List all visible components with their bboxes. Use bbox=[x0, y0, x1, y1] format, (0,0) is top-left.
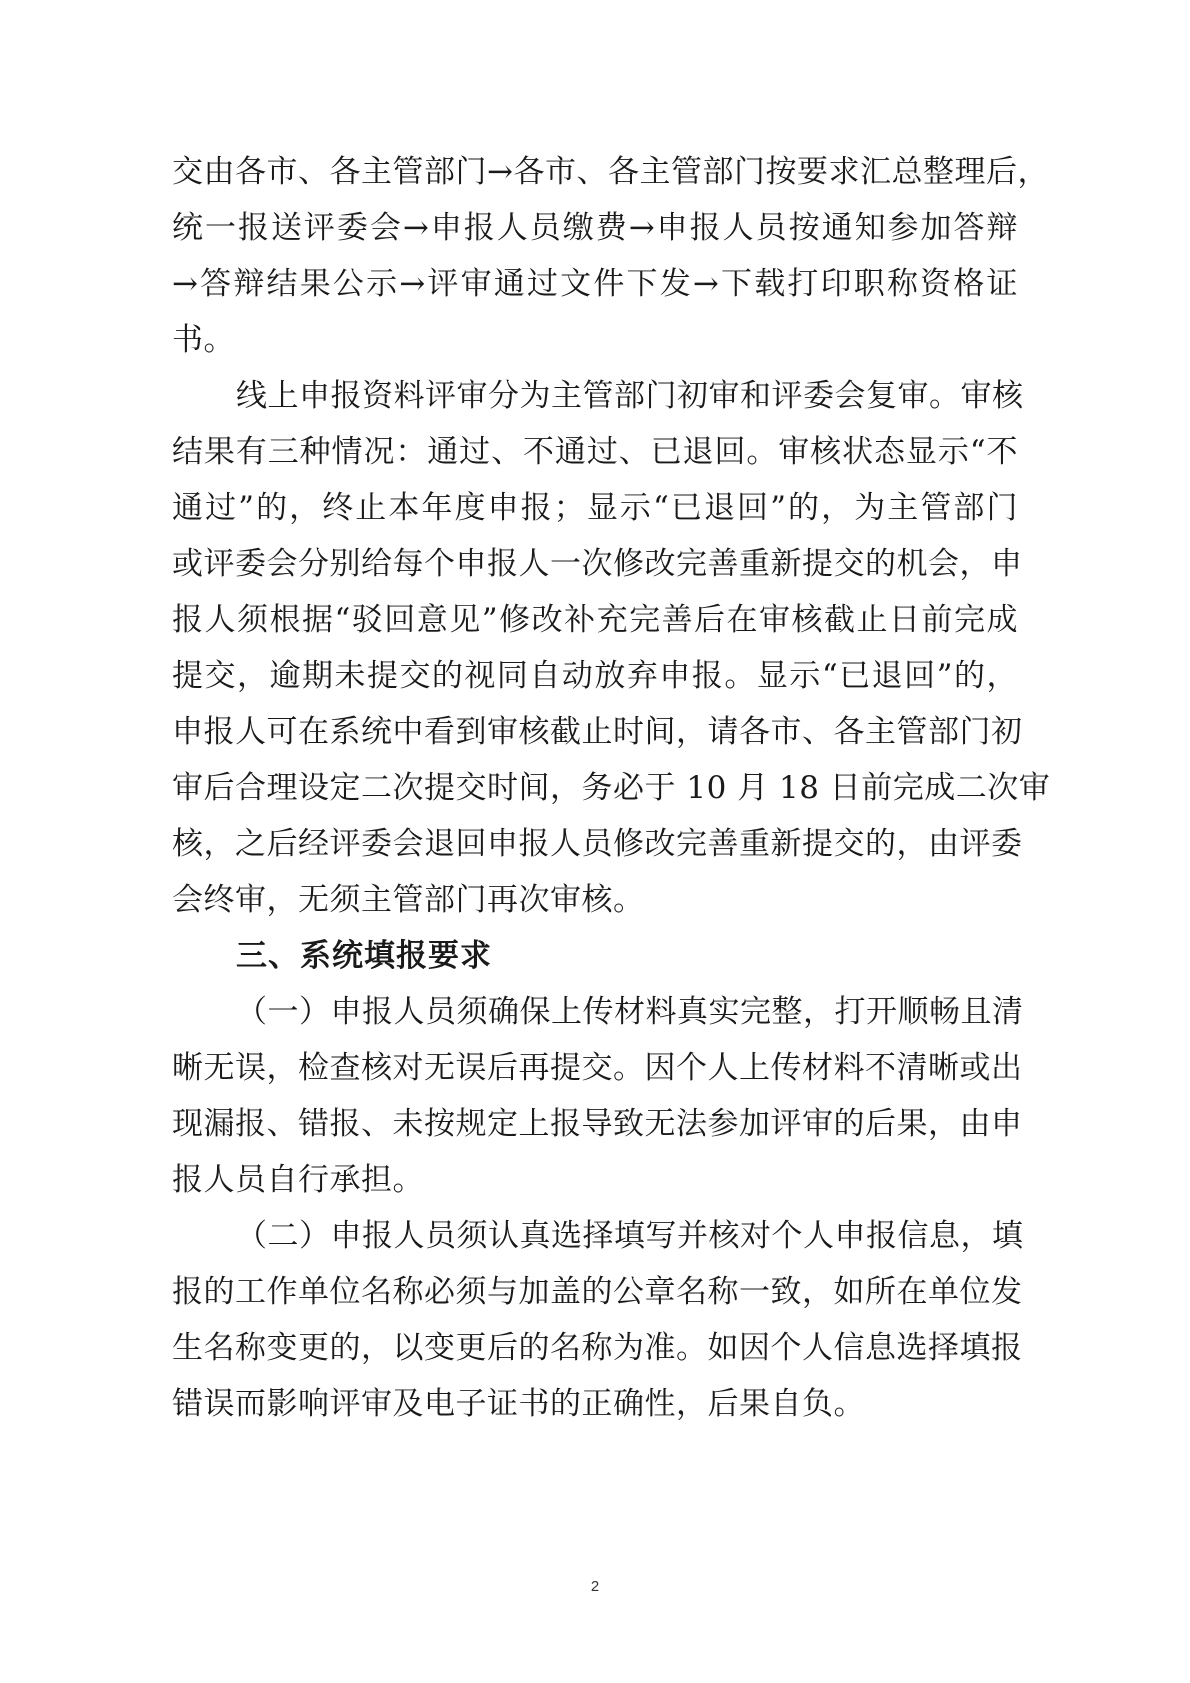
text-line: 报的工作单位名称必须与加盖的公章名称一致，如所在单位发 bbox=[172, 1274, 1023, 1310]
text-line: 报人须根据“驳回意见”修改补充完善后在审核截止日前完成 bbox=[172, 602, 1018, 638]
text-line: 错误而影响评审及电子证书的正确性，后果自负。 bbox=[172, 1386, 865, 1422]
text-line: 通过”的，终止本年度申报；显示“已退回”的，为主管部门 bbox=[172, 490, 1018, 526]
text-line: 交由各市、各主管部门→各市、各主管部门按要求汇总整理后， bbox=[172, 154, 1049, 190]
text-line: 现漏报、错报、未按规定上报导致无法参加评审的后果，由申 bbox=[172, 1106, 1023, 1142]
text-line: 会终审，无须主管部门再次审核。 bbox=[172, 882, 645, 918]
text-line: 提交，逾期未提交的视同自动放弃申报。显示“已退回”的， bbox=[172, 658, 1018, 694]
text-line: 书。 bbox=[172, 322, 235, 358]
page-number: 2 bbox=[590, 1578, 600, 1595]
text-line: 晰无误，检查核对无误后再提交。因个人上传材料不清晰或出 bbox=[172, 1050, 1023, 1086]
text-line: 或评委会分别给每个申报人一次修改完善重新提交的机会，申 bbox=[172, 546, 1023, 582]
text-line: 生名称变更的，以变更后的名称为准。如因个人信息选择填报 bbox=[172, 1330, 1023, 1366]
text-line: →答辩结果公示→评审通过文件下发→下载打印职称资格证 bbox=[172, 266, 1018, 302]
section-heading: 三、系统填报要求 bbox=[236, 938, 492, 974]
text-line: 审后合理设定二次提交时间，务必于 10 月 18 日前完成二次审 bbox=[172, 770, 1051, 806]
text-line: 核，之后经评委会退回申报人员修改完善重新提交的，由评委 bbox=[172, 826, 1023, 862]
text-line: 线上申报资料评审分为主管部门初审和评委会复审。审核 bbox=[236, 378, 1024, 414]
text-line: 结果有三种情况：通过、不通过、已退回。审核状态显示“不 bbox=[172, 434, 1018, 470]
text-line: 统一报送评委会→申报人员缴费→申报人员按通知参加答辩 bbox=[172, 210, 1018, 246]
text-line: （一）申报人员须确保上传材料真实完整，打开顺畅且清 bbox=[236, 994, 1024, 1030]
text-line: 报人员自行承担。 bbox=[172, 1162, 424, 1198]
text-line: 申报人可在系统中看到审核截止时间，请各市、各主管部门初 bbox=[172, 714, 1023, 750]
text-line: （二）申报人员须认真选择填写并核对个人申报信息，填 bbox=[236, 1218, 1024, 1254]
